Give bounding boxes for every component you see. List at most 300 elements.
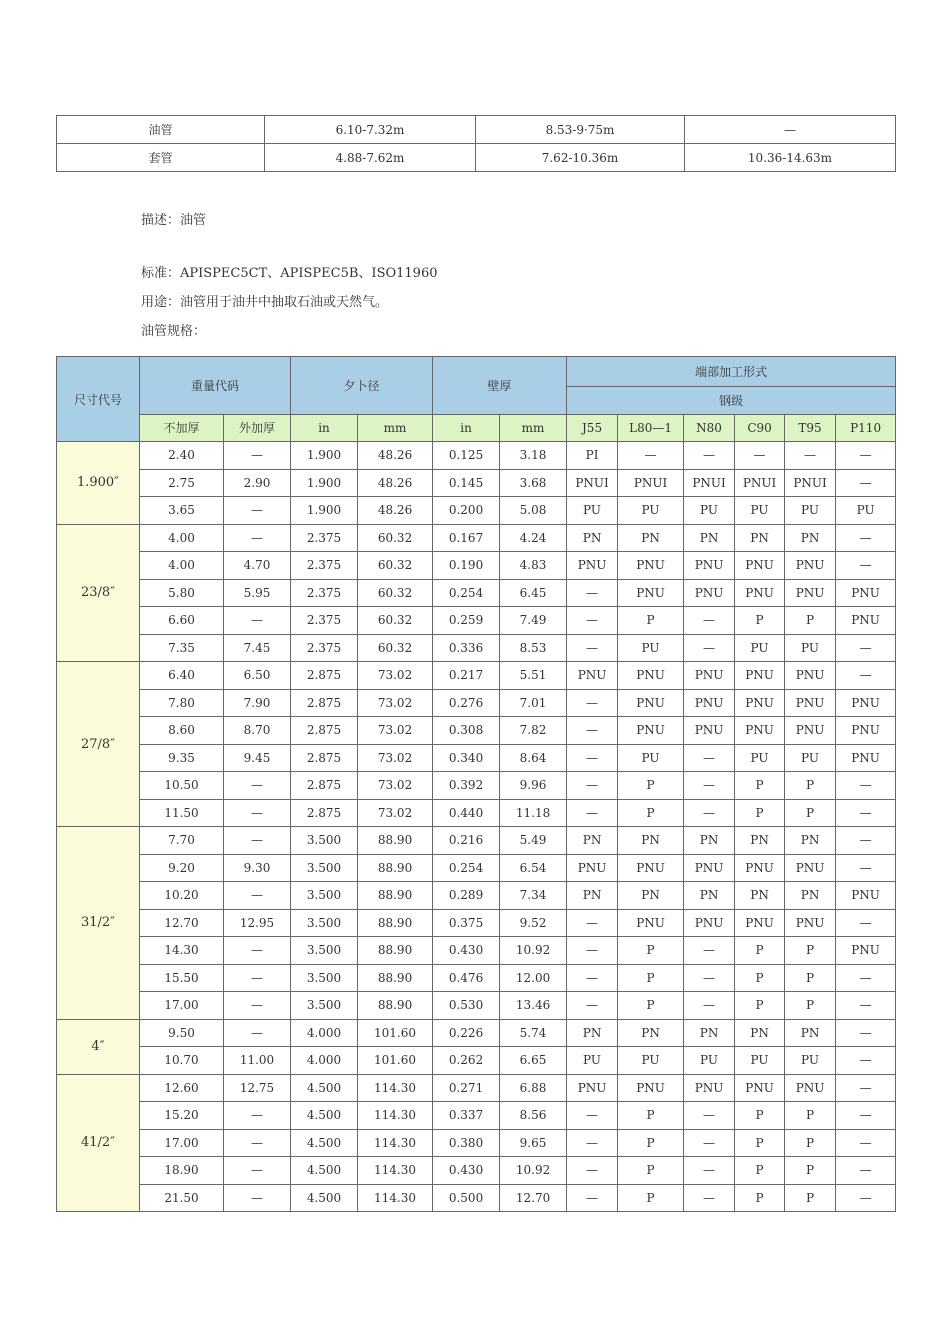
table-cell: —: [836, 524, 896, 552]
table-cell: PNU: [785, 854, 836, 882]
length-table: [56, 115, 896, 172]
table-cell: PNU: [735, 662, 785, 690]
table-cell: 5.08: [500, 497, 567, 525]
header-weight-code: 重量代码: [140, 357, 291, 415]
table-cell: 10.70: [140, 1047, 224, 1075]
table-cell: —: [684, 1184, 735, 1212]
table-cell: 4.500: [291, 1129, 358, 1157]
table-cell: —: [836, 442, 896, 470]
table-cell: P: [618, 964, 684, 992]
table-cell: PNU: [785, 717, 836, 745]
table-cell: 7.82: [500, 717, 567, 745]
table-cell: 4.00: [140, 552, 224, 580]
table-cell: 7.35: [140, 634, 224, 662]
table-cell: —: [224, 524, 291, 552]
table-cell: 4.000: [291, 1047, 358, 1075]
table-row: [57, 662, 896, 690]
table-cell: 60.32: [358, 552, 433, 580]
table-row: [57, 689, 896, 717]
table-cell: PU: [618, 497, 684, 525]
table-row: [57, 909, 896, 937]
table-cell: 2.875: [291, 799, 358, 827]
table-cell: —: [684, 992, 735, 1020]
table-cell: 6.54: [500, 854, 567, 882]
table-cell: 48.26: [358, 442, 433, 470]
table-cell: 88.90: [358, 964, 433, 992]
table-cell: P: [735, 992, 785, 1020]
header-wall-in: in: [433, 414, 500, 442]
table-cell: P: [735, 1129, 785, 1157]
table-cell: 3.65: [140, 497, 224, 525]
table-cell: PNU: [836, 744, 896, 772]
table-cell: 11.50: [140, 799, 224, 827]
table-cell: 4.500: [291, 1074, 358, 1102]
table-cell: 11.00: [224, 1047, 291, 1075]
table-cell: PU: [567, 497, 618, 525]
table-cell: 6.10-7.32m: [265, 116, 476, 144]
table-cell: —: [836, 1047, 896, 1075]
table-cell: 5.95: [224, 579, 291, 607]
table-cell: 6.88: [500, 1074, 567, 1102]
table-cell: —: [836, 634, 896, 662]
table-cell: 4.88-7.62m: [265, 144, 476, 172]
table-cell: 21.50: [140, 1184, 224, 1212]
table-cell: 7.34: [500, 882, 567, 910]
table-cell: PNU: [618, 717, 684, 745]
table-cell: PNU: [618, 689, 684, 717]
table-row: [57, 1019, 896, 1047]
table-cell: —: [836, 1129, 896, 1157]
table-cell: 5.80: [140, 579, 224, 607]
table-cell: 2.875: [291, 662, 358, 690]
table-cell: 2.375: [291, 634, 358, 662]
table-cell: PNU: [735, 552, 785, 580]
table-cell: PU: [684, 497, 735, 525]
table-cell: 60.32: [358, 524, 433, 552]
table-cell: 7.45: [224, 634, 291, 662]
table-cell: 2.75: [140, 469, 224, 497]
table-row: [57, 799, 896, 827]
table-cell: 2.40: [140, 442, 224, 470]
table-cell: 8.64: [500, 744, 567, 772]
table-cell: 9.65: [500, 1129, 567, 1157]
table-cell: P: [785, 937, 836, 965]
table-cell: 0.440: [433, 799, 500, 827]
table-cell: 7.49: [500, 607, 567, 635]
table-cell: 5.51: [500, 662, 567, 690]
table-cell: PN: [684, 524, 735, 552]
table-cell: —: [567, 634, 618, 662]
table-cell: PNU: [785, 1074, 836, 1102]
table-cell: P: [785, 607, 836, 635]
header-grade-t95: T95: [785, 414, 836, 442]
table-cell: 3.500: [291, 964, 358, 992]
header-grade-n80: N80: [684, 414, 735, 442]
usage-text: 用途：油管用于油井中抽取石油或天然气。: [141, 295, 389, 310]
table-cell: 2.375: [291, 607, 358, 635]
table-row: [57, 634, 896, 662]
table-cell: 1.900: [291, 442, 358, 470]
header-non-upset: 不加厚: [140, 414, 224, 442]
table-cell: 2.375: [291, 552, 358, 580]
table-cell: 0.392: [433, 772, 500, 800]
table-cell: 15.20: [140, 1102, 224, 1130]
table-cell: PU: [618, 634, 684, 662]
table-cell: PNUI: [785, 469, 836, 497]
table-cell: 88.90: [358, 882, 433, 910]
table-cell: PN: [567, 827, 618, 855]
header-row: [57, 357, 896, 387]
table-cell: —: [567, 717, 618, 745]
header-grade-p110: P110: [836, 414, 896, 442]
table-cell: —: [224, 1184, 291, 1212]
table-cell: 12.95: [224, 909, 291, 937]
table-row: [57, 1184, 896, 1212]
table-cell: PNU: [567, 854, 618, 882]
table-cell: PU: [785, 1047, 836, 1075]
table-cell: 7.90: [224, 689, 291, 717]
spec-table-body: [57, 442, 896, 1212]
table-cell: PNU: [684, 552, 735, 580]
table-row: [57, 854, 896, 882]
table-cell: PNU: [836, 882, 896, 910]
header-end-finish: 端部加工形式: [567, 357, 896, 387]
table-cell: 0.276: [433, 689, 500, 717]
table-cell: 7.80: [140, 689, 224, 717]
size-code-cell: 23/8″: [57, 524, 140, 662]
table-cell: P: [735, 1184, 785, 1212]
table-cell: PU: [785, 497, 836, 525]
table-cell: P: [785, 1184, 836, 1212]
table-cell: PNU: [684, 662, 735, 690]
table-row: [57, 717, 896, 745]
table-cell: —: [684, 964, 735, 992]
table-cell: P: [618, 607, 684, 635]
table-cell: —: [224, 882, 291, 910]
table-cell: 12.00: [500, 964, 567, 992]
table-cell: PN: [735, 1019, 785, 1047]
table-cell: 3.500: [291, 827, 358, 855]
table-cell: 101.60: [358, 1019, 433, 1047]
table-cell: PNU: [735, 717, 785, 745]
table-cell: PNU: [618, 909, 684, 937]
table-cell: —: [567, 772, 618, 800]
table-cell: 114.30: [358, 1074, 433, 1102]
table-cell: —: [836, 964, 896, 992]
table-row: [57, 772, 896, 800]
table-row: [57, 937, 896, 965]
table-cell: —: [567, 799, 618, 827]
table-cell: 73.02: [358, 772, 433, 800]
table-cell: 60.32: [358, 634, 433, 662]
table-row: [57, 144, 896, 172]
table-cell: 9.45: [224, 744, 291, 772]
table-row: [57, 469, 896, 497]
table-cell: PU: [735, 634, 785, 662]
table-cell: PNUI: [735, 469, 785, 497]
table-cell: PNU: [785, 689, 836, 717]
table-cell: PU: [735, 744, 785, 772]
size-code-cell: 27/8″: [57, 662, 140, 827]
table-cell: PNU: [836, 689, 896, 717]
table-cell: —: [685, 116, 896, 144]
table-cell: PU: [785, 744, 836, 772]
table-cell: PI: [567, 442, 618, 470]
table-cell: 4.00: [140, 524, 224, 552]
table-row: [57, 442, 896, 470]
table-cell: 0.200: [433, 497, 500, 525]
table-cell: PN: [735, 882, 785, 910]
table-cell: —: [224, 772, 291, 800]
table-cell: 88.90: [358, 937, 433, 965]
table-cell: P: [785, 1157, 836, 1185]
table-cell: PU: [684, 1047, 735, 1075]
table-cell: PN: [684, 1019, 735, 1047]
table-cell: 88.90: [358, 909, 433, 937]
table-cell: P: [785, 1129, 836, 1157]
table-cell: P: [735, 1102, 785, 1130]
table-cell: 10.50: [140, 772, 224, 800]
table-cell: 0.380: [433, 1129, 500, 1157]
table-cell: 8.60: [140, 717, 224, 745]
table-cell: —: [224, 1129, 291, 1157]
table-cell: 15.50: [140, 964, 224, 992]
table-row: [57, 992, 896, 1020]
table-cell: PNU: [567, 552, 618, 580]
table-cell: 73.02: [358, 662, 433, 690]
header-steel-grade: 钢级: [567, 387, 896, 415]
table-cell: 13.46: [500, 992, 567, 1020]
table-cell: 0.340: [433, 744, 500, 772]
table-cell: 0.476: [433, 964, 500, 992]
table-row: [57, 552, 896, 580]
table-cell: PU: [735, 497, 785, 525]
table-cell: 17.00: [140, 1129, 224, 1157]
table-cell: 3.500: [291, 909, 358, 937]
table-cell: —: [567, 937, 618, 965]
table-cell: 60.32: [358, 607, 433, 635]
table-cell: 7.70: [140, 827, 224, 855]
table-cell: PN: [618, 524, 684, 552]
table-cell: PNU: [684, 717, 735, 745]
header-grade-l80: L80—1: [618, 414, 684, 442]
table-cell: 73.02: [358, 744, 433, 772]
table-cell: PNU: [618, 854, 684, 882]
table-cell: PNUI: [618, 469, 684, 497]
table-cell: 3.500: [291, 882, 358, 910]
table-cell: P: [618, 1102, 684, 1130]
table-cell: 9.30: [224, 854, 291, 882]
table-cell: 60.32: [358, 579, 433, 607]
table-cell: —: [224, 937, 291, 965]
table-cell: P: [785, 772, 836, 800]
table-cell: 4.500: [291, 1102, 358, 1130]
table-cell: —: [224, 964, 291, 992]
table-cell: —: [684, 772, 735, 800]
table-cell: 套管: [57, 144, 265, 172]
table-cell: —: [567, 909, 618, 937]
table-cell: —: [567, 1102, 618, 1130]
table-cell: PNU: [836, 607, 896, 635]
table-cell: 6.40: [140, 662, 224, 690]
table-row: [57, 1157, 896, 1185]
table-cell: PNUI: [567, 469, 618, 497]
table-cell: PNU: [735, 579, 785, 607]
table-cell: 8.53-9·75m: [476, 116, 685, 144]
table-cell: 2.90: [224, 469, 291, 497]
table-cell: —: [836, 469, 896, 497]
table-cell: —: [224, 1019, 291, 1047]
spec-title: 油管规格：: [141, 324, 207, 339]
size-code-cell: 41/2″: [57, 1074, 140, 1212]
table-cell: PU: [618, 744, 684, 772]
table-cell: 油管: [57, 116, 265, 144]
table-cell: 2.875: [291, 744, 358, 772]
table-row: [57, 1074, 896, 1102]
table-cell: PN: [567, 1019, 618, 1047]
table-cell: PNU: [735, 909, 785, 937]
table-cell: 3.500: [291, 937, 358, 965]
table-cell: 0.125: [433, 442, 500, 470]
table-cell: 1.900: [291, 469, 358, 497]
table-cell: —: [684, 937, 735, 965]
table-cell: PNU: [836, 937, 896, 965]
table-cell: 7.01: [500, 689, 567, 717]
table-cell: 0.530: [433, 992, 500, 1020]
table-cell: P: [735, 964, 785, 992]
table-cell: PNU: [785, 552, 836, 580]
description-text: 描述：油管: [141, 213, 207, 228]
table-cell: 9.20: [140, 854, 224, 882]
table-cell: 2.375: [291, 579, 358, 607]
table-cell: 3.18: [500, 442, 567, 470]
table-cell: —: [567, 992, 618, 1020]
table-cell: 0.500: [433, 1184, 500, 1212]
table-cell: —: [567, 607, 618, 635]
table-cell: 12.70: [140, 909, 224, 937]
table-cell: 0.430: [433, 937, 500, 965]
table-row: [57, 744, 896, 772]
table-cell: P: [785, 964, 836, 992]
table-cell: 6.50: [224, 662, 291, 690]
table-cell: —: [684, 607, 735, 635]
table-cell: —: [567, 579, 618, 607]
table-cell: 4.24: [500, 524, 567, 552]
table-cell: PN: [567, 524, 618, 552]
table-cell: 6.45: [500, 579, 567, 607]
table-cell: PNU: [684, 1074, 735, 1102]
table-cell: 0.226: [433, 1019, 500, 1047]
table-cell: —: [684, 799, 735, 827]
table-cell: 2.875: [291, 689, 358, 717]
table-row: [57, 1102, 896, 1130]
header-row: [57, 414, 896, 442]
table-cell: 0.262: [433, 1047, 500, 1075]
table-cell: 4.500: [291, 1184, 358, 1212]
size-code-cell: 1.900″: [57, 442, 140, 525]
table-cell: PN: [785, 827, 836, 855]
table-cell: 0.271: [433, 1074, 500, 1102]
table-cell: PNU: [836, 579, 896, 607]
table-cell: —: [836, 909, 896, 937]
header-od-mm: mm: [358, 414, 433, 442]
table-cell: 114.30: [358, 1102, 433, 1130]
table-cell: —: [567, 1129, 618, 1157]
table-cell: PNU: [785, 579, 836, 607]
table-cell: —: [567, 964, 618, 992]
table-cell: PNU: [567, 1074, 618, 1102]
table-cell: P: [618, 799, 684, 827]
table-cell: P: [735, 607, 785, 635]
table-cell: PN: [618, 1019, 684, 1047]
table-cell: P: [618, 1184, 684, 1212]
table-cell: —: [224, 442, 291, 470]
table-cell: P: [618, 1157, 684, 1185]
table-cell: 0.259: [433, 607, 500, 635]
table-cell: P: [785, 992, 836, 1020]
table-cell: P: [785, 1102, 836, 1130]
table-row: [57, 524, 896, 552]
table-cell: 88.90: [358, 854, 433, 882]
table-cell: 2.875: [291, 717, 358, 745]
table-cell: 7.62-10.36m: [476, 144, 685, 172]
table-cell: P: [618, 992, 684, 1020]
header-grade-c90: C90: [735, 414, 785, 442]
table-row: [57, 882, 896, 910]
table-cell: —: [836, 1184, 896, 1212]
table-row: [57, 579, 896, 607]
table-cell: 0.254: [433, 854, 500, 882]
table-cell: —: [684, 744, 735, 772]
table-row: [57, 1047, 896, 1075]
table-cell: 101.60: [358, 1047, 433, 1075]
table-cell: —: [684, 1129, 735, 1157]
table-row: [57, 497, 896, 525]
table-cell: PN: [567, 882, 618, 910]
table-cell: —: [836, 1074, 896, 1102]
table-cell: —: [224, 827, 291, 855]
table-cell: —: [684, 1102, 735, 1130]
table-cell: 12.60: [140, 1074, 224, 1102]
table-cell: 114.30: [358, 1184, 433, 1212]
table-row: [57, 116, 896, 144]
table-cell: P: [618, 1129, 684, 1157]
table-cell: 6.60: [140, 607, 224, 635]
table-cell: —: [567, 1157, 618, 1185]
table-cell: 9.96: [500, 772, 567, 800]
table-cell: 10.20: [140, 882, 224, 910]
table-cell: PNU: [785, 662, 836, 690]
table-cell: PN: [618, 827, 684, 855]
table-cell: PN: [735, 524, 785, 552]
table-cell: 14.30: [140, 937, 224, 965]
table-cell: PNU: [618, 579, 684, 607]
table-cell: 4.500: [291, 1157, 358, 1185]
table-cell: PN: [618, 882, 684, 910]
table-cell: 1.900: [291, 497, 358, 525]
header-size-code: 尺寸代号: [57, 357, 140, 442]
table-cell: PNU: [684, 854, 735, 882]
table-cell: —: [567, 689, 618, 717]
header-grade-j55: J55: [567, 414, 618, 442]
table-cell: 0.336: [433, 634, 500, 662]
table-cell: PN: [785, 882, 836, 910]
table-cell: 12.70: [500, 1184, 567, 1212]
table-cell: —: [836, 1019, 896, 1047]
table-cell: —: [567, 1184, 618, 1212]
header-wall-thickness: 壁厚: [433, 357, 567, 415]
table-cell: —: [785, 442, 836, 470]
